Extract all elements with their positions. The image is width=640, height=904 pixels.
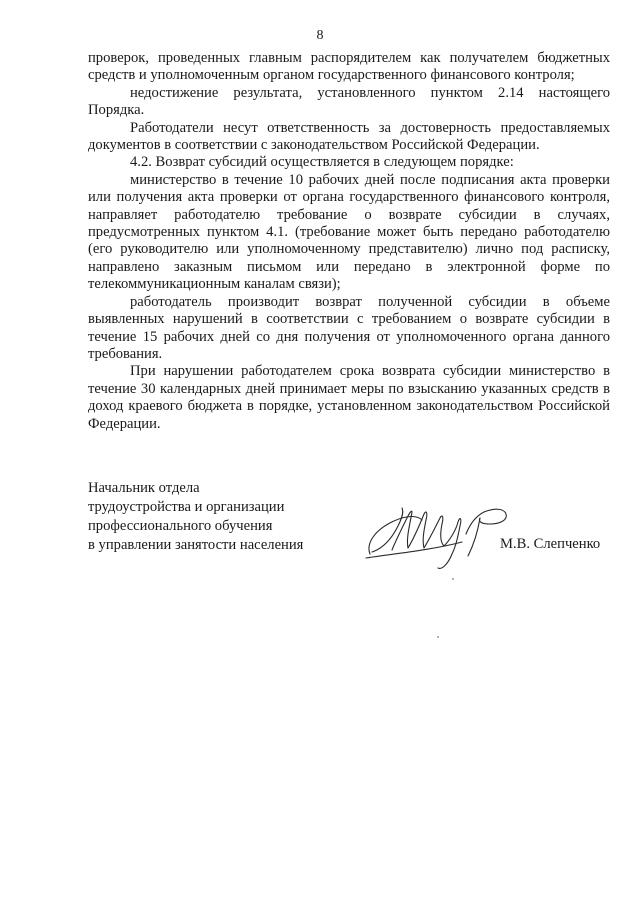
paragraph-non-achievement: недостижение результата, установленного пунктом 2.14 настоящего Порядка. bbox=[88, 84, 610, 119]
signatory-title-line: профессионального обучения bbox=[88, 518, 273, 534]
signatory-title-line: Начальник отдела bbox=[88, 480, 200, 496]
document-body bbox=[88, 50, 610, 433]
signatory-title-line: в управлении занятости населения bbox=[88, 537, 304, 553]
signatory-title-line: трудоустройства и организации bbox=[88, 499, 285, 515]
scan-speck bbox=[452, 578, 454, 580]
page-number: 8 bbox=[316, 28, 324, 43]
paragraph-recovery: При нарушении работодателем срока возврата субсидии министерство в течение 30 календарных дней принимает меры по взысканию указанных средств в доход краевого бюджета в порядке, установленном законодательством Российской Федерации. bbox=[88, 363, 610, 432]
signatory-name: М.В. Слепченко bbox=[500, 536, 601, 552]
paragraph-employer-refund: работодатель производит возврат полученной субсидии в объеме выявленных нарушений в соответствии с требованием о возврате субсидии в течение 15 рабочих дней со дня получения от уполномоченного органа данного требования. bbox=[88, 293, 610, 362]
scan-speck bbox=[437, 636, 439, 638]
paragraph-section-4-2: 4.2. Возврат субсидий осуществляется в следующем порядке: bbox=[130, 154, 514, 171]
signatory-title bbox=[88, 479, 328, 555]
paragraph-continuation: проверок, проведенных главным распорядителем как получателем бюджетных средств и уполномоченным органом государственного финансового контроля; bbox=[88, 50, 610, 84]
paragraph-employer-responsibility: Работодатели несут ответственность за достоверность предоставляемых документов в соответствии с законодательством Российской Федерации. bbox=[88, 119, 610, 154]
paragraph-ministry-procedure: министерство в течение 10 рабочих дней после подписания акта проверки или получения акта проверки от органа государственного финансового контроля, направляет работодателю требование о возврате субсидии в случаях, предусмотренных пунктом 4.1. (требование может быть передано работодателю (его руководителю или уполномоченному представителю) лично под расписку, направлено заказным письмом или передано в электронной форме по телекоммуникационным каналам связи); bbox=[88, 171, 610, 293]
